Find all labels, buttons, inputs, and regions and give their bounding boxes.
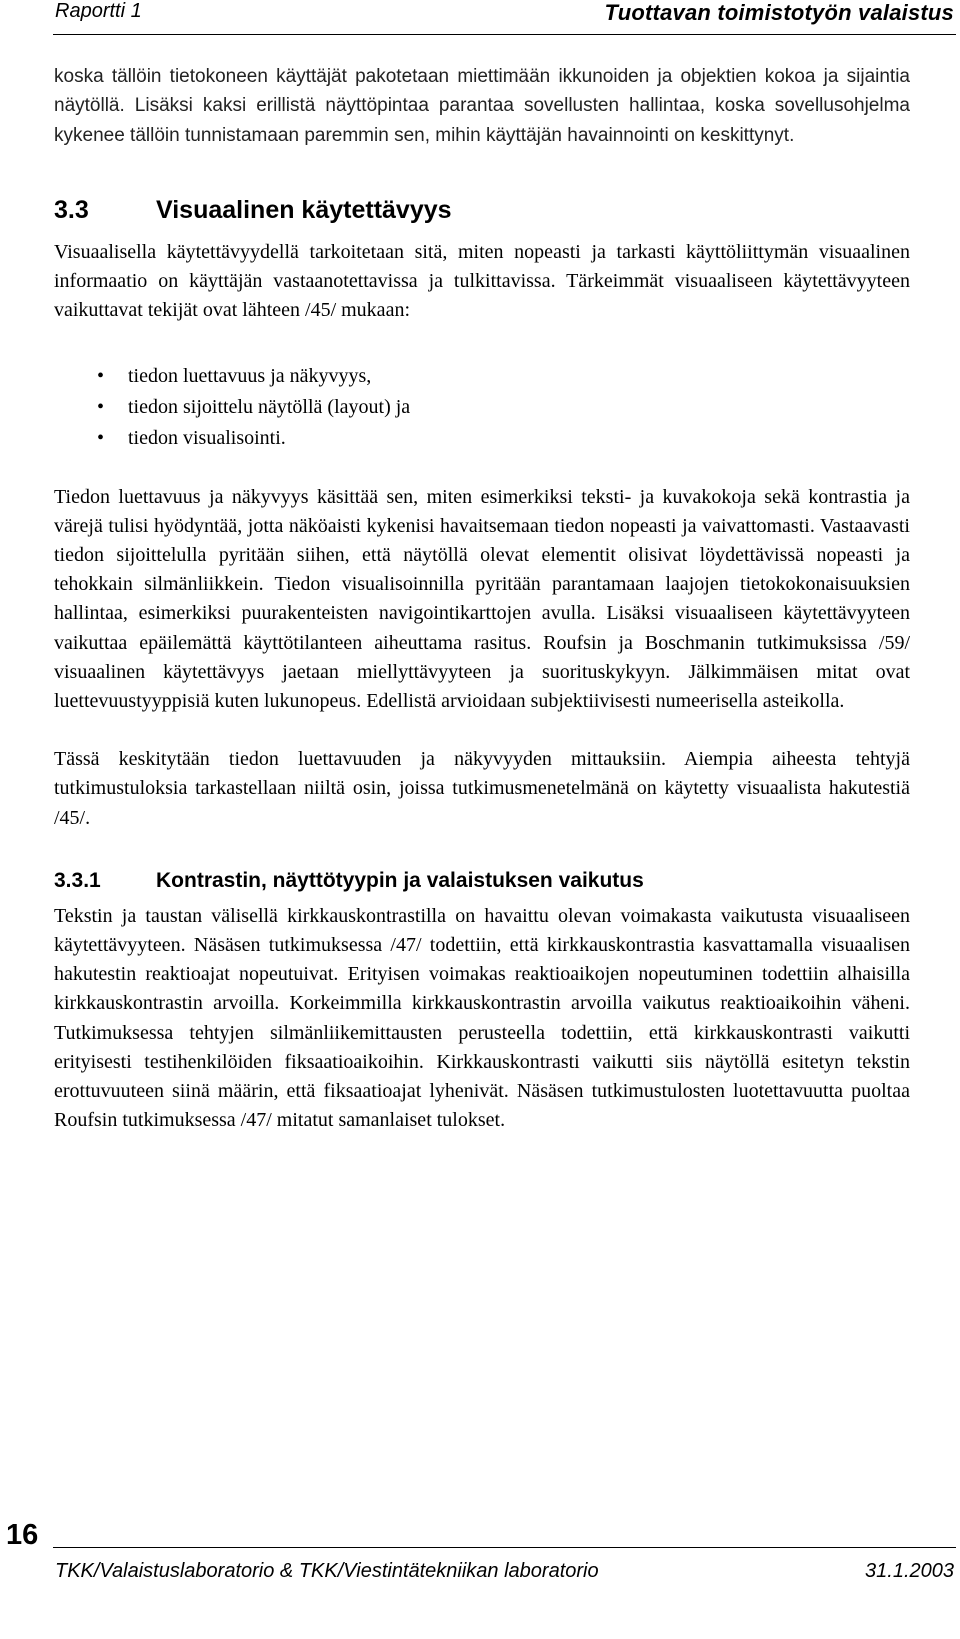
document-title: Tuottavan toimistotyön valaistus (604, 0, 954, 25)
paragraph-intro: koska tällöin tietokoneen käyttäjät pakotetaan miettimään ikkunoiden ja objektien kokoa ja sijaintia näytöllä. Lisäksi kaksi erillistä näyttöpintaa parantaa sovellusten hallintaa, koska sovellusohjelma kykenee tällöin tunnistamaan paremmin sen, mihin käyttäjän havainnointi on keskittynyt. (54, 66, 910, 146)
section-number: 3.3 (54, 195, 89, 224)
paragraph-focus: Tässä keskitytään tiedon luettavuuden ja näkyvyyden mittauksiin. Aiempia aiheesta tehtyjä tutkimustuloksia tarkastellaan niiltä osin, joissa tutkimusmenetelmänä on käytetty visuaalista hakutestiä /45/. (54, 748, 910, 829)
list-item-text: tiedon visualisointi. (128, 426, 286, 449)
subsection-title: Kontrastin, näyttötyypin ja valaistuksen vaikutus (156, 868, 644, 892)
paragraph-contrast: Tekstin ja taustan välisellä kirkkauskontrastilla on havaittu olevan voimakasta vaikutusta visuaaliseen käytettävyyteen. Näsäsen tutkimuksessa /47/ todettiin, että kirkkauskontrastia kasvattamalla visuaalisen hakutestin reaktioajat nopeutuivat. Erityisen voimakas reaktioaikojen nopeutuminen todettiin alhaisilla kirkkauskontrastin arvoilla. Korkeimmilla kirkkauskontrastin arvoilla vaikutus reaktioaikoihin väheni. Tutkimuksessa tehtyjen silmänliikemittausten perusteella todettiin, että kirkkauskontrasti vaikutti erityisesti testihenkilöiden fiksaatioaikoihin. Kirkkauskontrasti vaikutti siis näytöllä esitetyn tekstin erottuvuuteen siinä määrin, että fiksaatioajat lyhenivät. Näsäsen tutkimustulosten luotettavuutta puoltaa Roufsin tutkimuksessa /47/ mitatut samanlaiset tulokset. (54, 904, 910, 1132)
page-number: 16 (6, 1519, 39, 1551)
list-item-text: tiedon luettavuus ja näkyvyys, (128, 364, 372, 387)
footer-rule (53, 1547, 956, 1548)
bullet-icon: • (97, 426, 105, 449)
factor-list (54, 361, 910, 454)
footer-institution: TKK/Valaistuslaboratorio & TKK/Viestintätekniikan laboratorio (55, 1560, 599, 1582)
subsection-number: 3.3.1 (54, 868, 101, 892)
list-item (54, 423, 910, 454)
bullet-icon: • (97, 395, 105, 418)
bullet-icon: • (97, 364, 105, 387)
list-item (54, 361, 910, 392)
page-content (54, 62, 910, 1135)
footer-date: 31.1.2003 (865, 1560, 954, 1582)
report-label: Raportti 1 (55, 0, 142, 22)
page-header (53, 0, 956, 35)
section-title: Visuaalinen käytettävyys (156, 195, 452, 224)
paragraph-readability: Tiedon luettavuus ja näkyvyys käsittää sen, miten esimerkiksi teksti- ja kuvakokoja sekä kontrastia ja värejä tulisi hyödyntää, jotta näköaisti kykenisi havaitsemaan tiedon nopeasti ja vaivattomasti. Vastaavasti tiedon sijoittelulla pyritään siihen, että näytöllä olevat elementit olisivat löydettävissä nopeasti ja tehokkain silmänliikkein. Tiedon visualisoinnilla pyritään parantamaan laajojen tietokokonaisuuksien hallintaa, esimerkiksi puurakenteisten navigointikarttojen avulla. Lisäksi visuaaliseen käytettävyyteen vaikuttaa epäilemättä käyttötilanteen aiheuttama rasitus. Roufsin ja Boschmanin tutkimuksissa /59/ visuaalinen käytettävyys jaetaan miellyttävyyteen ja suorituskykyyn. Jälkimmäisen mitat ovat luettevuustyyppisiä kuten lukunopeus. Edellistä arvioidaan subjektiivisesti numeerisella asteikolla. (54, 485, 910, 712)
paragraph-visual-usability: Visuaalisella käytettävyydellä tarkoitetaan sitä, miten nopeasti ja tarkasti käyttöliittymän visuaalinen informaatio on käyttäjän vastaanotettavissa ja tulkittavissa. Tärkeimmät visuaaliseen käytettävyyteen vaikuttavat tekijät ovat lähteen /45/ mukaan: (54, 240, 910, 322)
list-item (54, 392, 910, 423)
list-item-text: tiedon sijoittelu näytöllä (layout) ja (128, 395, 411, 418)
section-heading (54, 194, 910, 226)
subsection-heading (54, 866, 910, 896)
